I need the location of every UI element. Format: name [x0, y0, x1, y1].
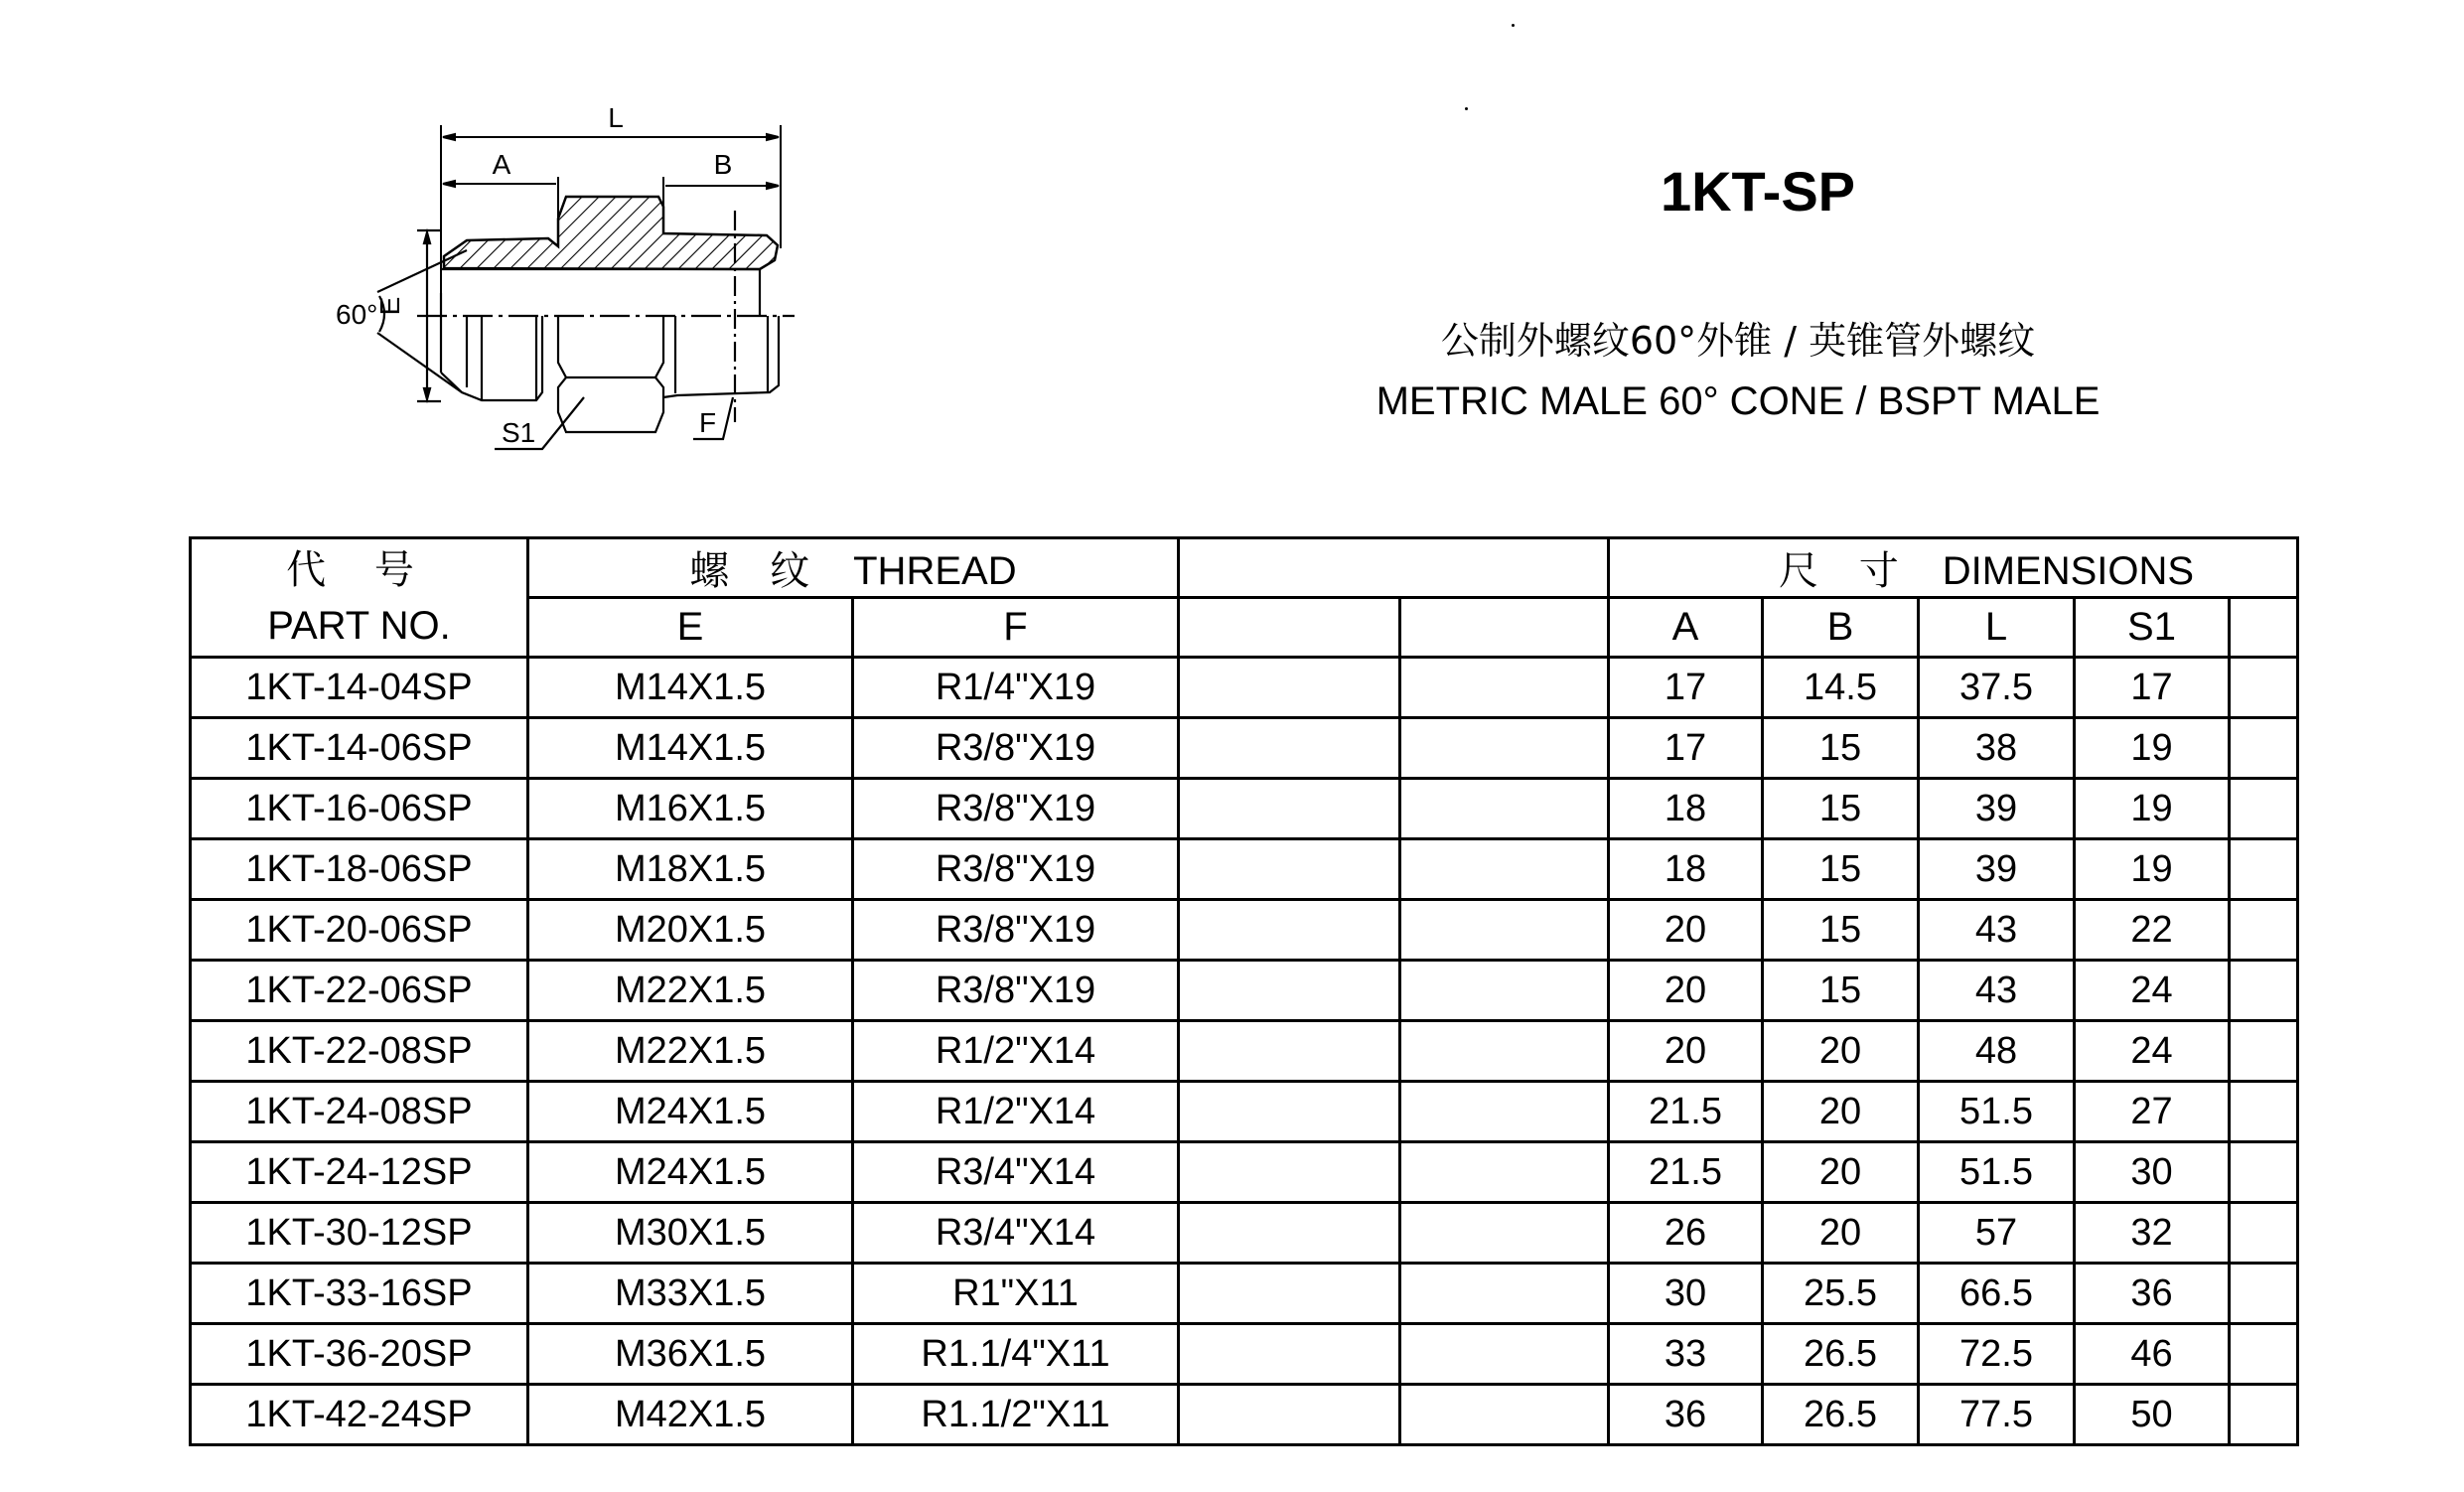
cell-part-no: 1KT-22-08SP	[191, 1021, 528, 1082]
cell-thread-f: R3/8"X19	[853, 839, 1179, 900]
header-blank-1	[1179, 598, 1400, 658]
label-B: B	[713, 149, 733, 180]
cell-dim-b: 26.5	[1763, 1385, 1919, 1445]
table-row	[191, 1021, 2298, 1082]
cell-blank-1	[1179, 900, 1400, 961]
cell-blank-2	[1400, 1385, 1609, 1445]
cell-dim-a: 21.5	[1609, 1142, 1763, 1203]
table-row	[191, 779, 2298, 839]
cell-thread-f: R3/8"X19	[853, 900, 1179, 961]
label-L: L	[608, 102, 624, 133]
cell-dim-s1: 27	[2075, 1082, 2230, 1142]
cell-dim-a: 18	[1609, 839, 1763, 900]
cell-dim-a: 18	[1609, 779, 1763, 839]
table-row	[191, 1324, 2298, 1385]
cell-blank-3	[2230, 658, 2298, 718]
specification-table	[189, 536, 2299, 1446]
cell-dim-s1: 19	[2075, 718, 2230, 779]
cell-blank-2	[1400, 779, 1609, 839]
cell-blank-2	[1400, 658, 1609, 718]
cell-blank-1	[1179, 1142, 1400, 1203]
cell-dim-s1: 19	[2075, 779, 2230, 839]
cell-part-no: 1KT-24-12SP	[191, 1142, 528, 1203]
cell-blank-3	[2230, 779, 2298, 839]
header-thread	[528, 538, 1179, 598]
header-s1: S1	[2075, 598, 2230, 658]
cell-thread-f: R3/4"X14	[853, 1203, 1179, 1264]
cell-thread-e: M14X1.5	[528, 658, 853, 718]
cell-thread-f: R3/4"X14	[853, 1142, 1179, 1203]
table-row	[191, 1142, 2298, 1203]
cell-blank-3	[2230, 718, 2298, 779]
cell-part-no: 1KT-16-06SP	[191, 779, 528, 839]
cell-blank-2	[1400, 1082, 1609, 1142]
cell-dim-a: 26	[1609, 1203, 1763, 1264]
cell-thread-e: M18X1.5	[528, 839, 853, 900]
cell-part-no: 1KT-20-06SP	[191, 900, 528, 961]
cell-dim-a: 36	[1609, 1385, 1763, 1445]
cell-dim-b: 15	[1763, 961, 1919, 1021]
cell-dim-a: 21.5	[1609, 1082, 1763, 1142]
cell-thread-f: R1/4"X19	[853, 658, 1179, 718]
cell-blank-1	[1179, 779, 1400, 839]
cell-thread-f: R3/8"X19	[853, 961, 1179, 1021]
cell-dim-b: 15	[1763, 900, 1919, 961]
label-A: A	[492, 149, 511, 180]
cell-dim-b: 14.5	[1763, 658, 1919, 718]
cell-thread-e: M16X1.5	[528, 779, 853, 839]
cell-dim-b: 20	[1763, 1021, 1919, 1082]
cell-dim-l: 57	[1919, 1203, 2075, 1264]
cell-dim-l: 66.5	[1919, 1264, 2075, 1324]
cell-dim-l: 72.5	[1919, 1324, 2075, 1385]
cell-thread-f: R3/8"X19	[853, 718, 1179, 779]
cell-dim-s1: 46	[2075, 1324, 2230, 1385]
product-description-cn: 公制外螺纹60°外锥 / 英锥管外螺纹	[1440, 319, 2036, 363]
cell-dim-a: 30	[1609, 1264, 1763, 1324]
cell-dim-l: 43	[1919, 900, 2075, 961]
cell-part-no: 1KT-36-20SP	[191, 1324, 528, 1385]
cell-blank-1	[1179, 1264, 1400, 1324]
cell-dim-b: 20	[1763, 1082, 1919, 1142]
cell-thread-e: M24X1.5	[528, 1082, 853, 1142]
header-dimensions-cn: 尺 寸	[1779, 548, 1913, 594]
cell-dim-b: 20	[1763, 1203, 1919, 1264]
cell-thread-e: M22X1.5	[528, 961, 853, 1021]
table-row	[191, 658, 2298, 718]
cell-blank-2	[1400, 1324, 1609, 1385]
cell-dim-b: 20	[1763, 1142, 1919, 1203]
cell-dim-l: 38	[1919, 718, 2075, 779]
cell-dim-a: 20	[1609, 1021, 1763, 1082]
table-row	[191, 1264, 2298, 1324]
header-dimensions-en: DIMENSIONS	[1942, 549, 2195, 593]
cell-thread-e: M33X1.5	[528, 1264, 853, 1324]
cell-blank-3	[2230, 1264, 2298, 1324]
scan-speck	[1465, 107, 1468, 110]
cell-dim-l: 48	[1919, 1021, 2075, 1082]
cell-part-no: 1KT-22-06SP	[191, 961, 528, 1021]
cell-dim-s1: 32	[2075, 1203, 2230, 1264]
table-row	[191, 1385, 2298, 1445]
cell-thread-e: M24X1.5	[528, 1142, 853, 1203]
cell-dim-l: 51.5	[1919, 1082, 2075, 1142]
cell-dim-l: 43	[1919, 961, 2075, 1021]
cell-dim-l: 37.5	[1919, 658, 2075, 718]
cell-thread-f: R3/8"X19	[853, 779, 1179, 839]
cell-dim-a: 17	[1609, 718, 1763, 779]
cell-dim-s1: 24	[2075, 1021, 2230, 1082]
label-F: F	[699, 407, 717, 438]
cell-blank-3	[2230, 900, 2298, 961]
cell-dim-s1: 19	[2075, 839, 2230, 900]
cell-blank-3	[2230, 961, 2298, 1021]
cell-thread-e: M20X1.5	[528, 900, 853, 961]
cell-thread-e: M36X1.5	[528, 1324, 853, 1385]
cell-blank-3	[2230, 1203, 2298, 1264]
table-row	[191, 961, 2298, 1021]
cell-blank-3	[2230, 1142, 2298, 1203]
cell-dim-s1: 36	[2075, 1264, 2230, 1324]
cell-dim-l: 39	[1919, 779, 2075, 839]
cell-blank-3	[2230, 1021, 2298, 1082]
header-part-no	[191, 538, 528, 658]
cell-dim-l: 39	[1919, 839, 2075, 900]
cell-blank-3	[2230, 1082, 2298, 1142]
cell-part-no: 1KT-42-24SP	[191, 1385, 528, 1445]
product-description-en: METRIC MALE 60° CONE / BSPT MALE	[1376, 379, 2101, 423]
header-part-no-cn: 代 号	[286, 546, 432, 593]
header-blank	[1179, 538, 1609, 598]
label-E: E	[374, 296, 405, 316]
header-blank-2	[1400, 598, 1609, 658]
cell-blank-2	[1400, 961, 1609, 1021]
cell-thread-e: M14X1.5	[528, 718, 853, 779]
cell-part-no: 1KT-18-06SP	[191, 839, 528, 900]
header-e: E	[528, 598, 853, 658]
cell-blank-2	[1400, 718, 1609, 779]
cell-blank-1	[1179, 839, 1400, 900]
cell-blank-1	[1179, 961, 1400, 1021]
cell-dim-l: 51.5	[1919, 1142, 2075, 1203]
table-row	[191, 839, 2298, 900]
cell-dim-a: 20	[1609, 961, 1763, 1021]
cell-dim-s1: 22	[2075, 900, 2230, 961]
header-thread-en: THREAD	[853, 549, 1017, 593]
cell-blank-2	[1400, 1203, 1609, 1264]
header-blank-3	[2230, 598, 2298, 658]
cell-dim-s1: 50	[2075, 1385, 2230, 1445]
cell-part-no: 1KT-33-16SP	[191, 1264, 528, 1324]
header-dimensions	[1609, 538, 2298, 598]
header-b: B	[1763, 598, 1919, 658]
cell-blank-2	[1400, 839, 1609, 900]
cell-thread-e: M30X1.5	[528, 1203, 853, 1264]
cell-dim-b: 15	[1763, 779, 1919, 839]
table-header-row-1	[191, 538, 2298, 598]
table-row	[191, 1082, 2298, 1142]
product-code-title: 1KT-SP	[1660, 160, 1856, 223]
header-f: F	[853, 598, 1179, 658]
cell-part-no: 1KT-24-08SP	[191, 1082, 528, 1142]
cell-dim-b: 26.5	[1763, 1324, 1919, 1385]
cell-blank-2	[1400, 1142, 1609, 1203]
table-row	[191, 1203, 2298, 1264]
cell-dim-a: 33	[1609, 1324, 1763, 1385]
cell-thread-f: R1"X11	[853, 1264, 1179, 1324]
cell-blank-3	[2230, 839, 2298, 900]
cell-part-no: 1KT-14-04SP	[191, 658, 528, 718]
cell-blank-1	[1179, 1203, 1400, 1264]
cell-dim-l: 77.5	[1919, 1385, 2075, 1445]
cell-part-no: 1KT-30-12SP	[191, 1203, 528, 1264]
cell-blank-1	[1179, 1082, 1400, 1142]
header-thread-cn: 螺 纹	[689, 548, 824, 594]
cell-blank-1	[1179, 718, 1400, 779]
table-row	[191, 718, 2298, 779]
cell-dim-s1: 17	[2075, 658, 2230, 718]
cell-dim-b: 15	[1763, 839, 1919, 900]
label-S1: S1	[502, 417, 536, 448]
cell-dim-s1: 30	[2075, 1142, 2230, 1203]
cell-thread-f: R1/2"X14	[853, 1082, 1179, 1142]
cell-dim-b: 25.5	[1763, 1264, 1919, 1324]
label-60-degree: 60°	[336, 299, 378, 330]
cell-thread-f: R1.1/2"X11	[853, 1385, 1179, 1445]
table-row	[191, 900, 2298, 961]
cell-thread-e: M22X1.5	[528, 1021, 853, 1082]
cell-blank-2	[1400, 1021, 1609, 1082]
cell-blank-1	[1179, 1021, 1400, 1082]
cell-dim-a: 17	[1609, 658, 1763, 718]
cell-blank-1	[1179, 1324, 1400, 1385]
cell-dim-b: 15	[1763, 718, 1919, 779]
scan-speck	[1512, 24, 1515, 27]
fitting-cross-section-drawing	[318, 89, 834, 487]
header-l: L	[1919, 598, 2075, 658]
cell-blank-2	[1400, 900, 1609, 961]
cell-part-no: 1KT-14-06SP	[191, 718, 528, 779]
cell-dim-s1: 24	[2075, 961, 2230, 1021]
cell-blank-1	[1179, 1385, 1400, 1445]
cell-thread-f: R1/2"X14	[853, 1021, 1179, 1082]
header-part-no-en: PART NO.	[267, 603, 451, 648]
header-a: A	[1609, 598, 1763, 658]
cell-blank-3	[2230, 1324, 2298, 1385]
cell-blank-2	[1400, 1264, 1609, 1324]
cell-blank-3	[2230, 1385, 2298, 1445]
cell-blank-1	[1179, 658, 1400, 718]
hatched-section	[444, 197, 778, 269]
cell-dim-a: 20	[1609, 900, 1763, 961]
cell-thread-e: M42X1.5	[528, 1385, 853, 1445]
cell-thread-f: R1.1/4"X11	[853, 1324, 1179, 1385]
